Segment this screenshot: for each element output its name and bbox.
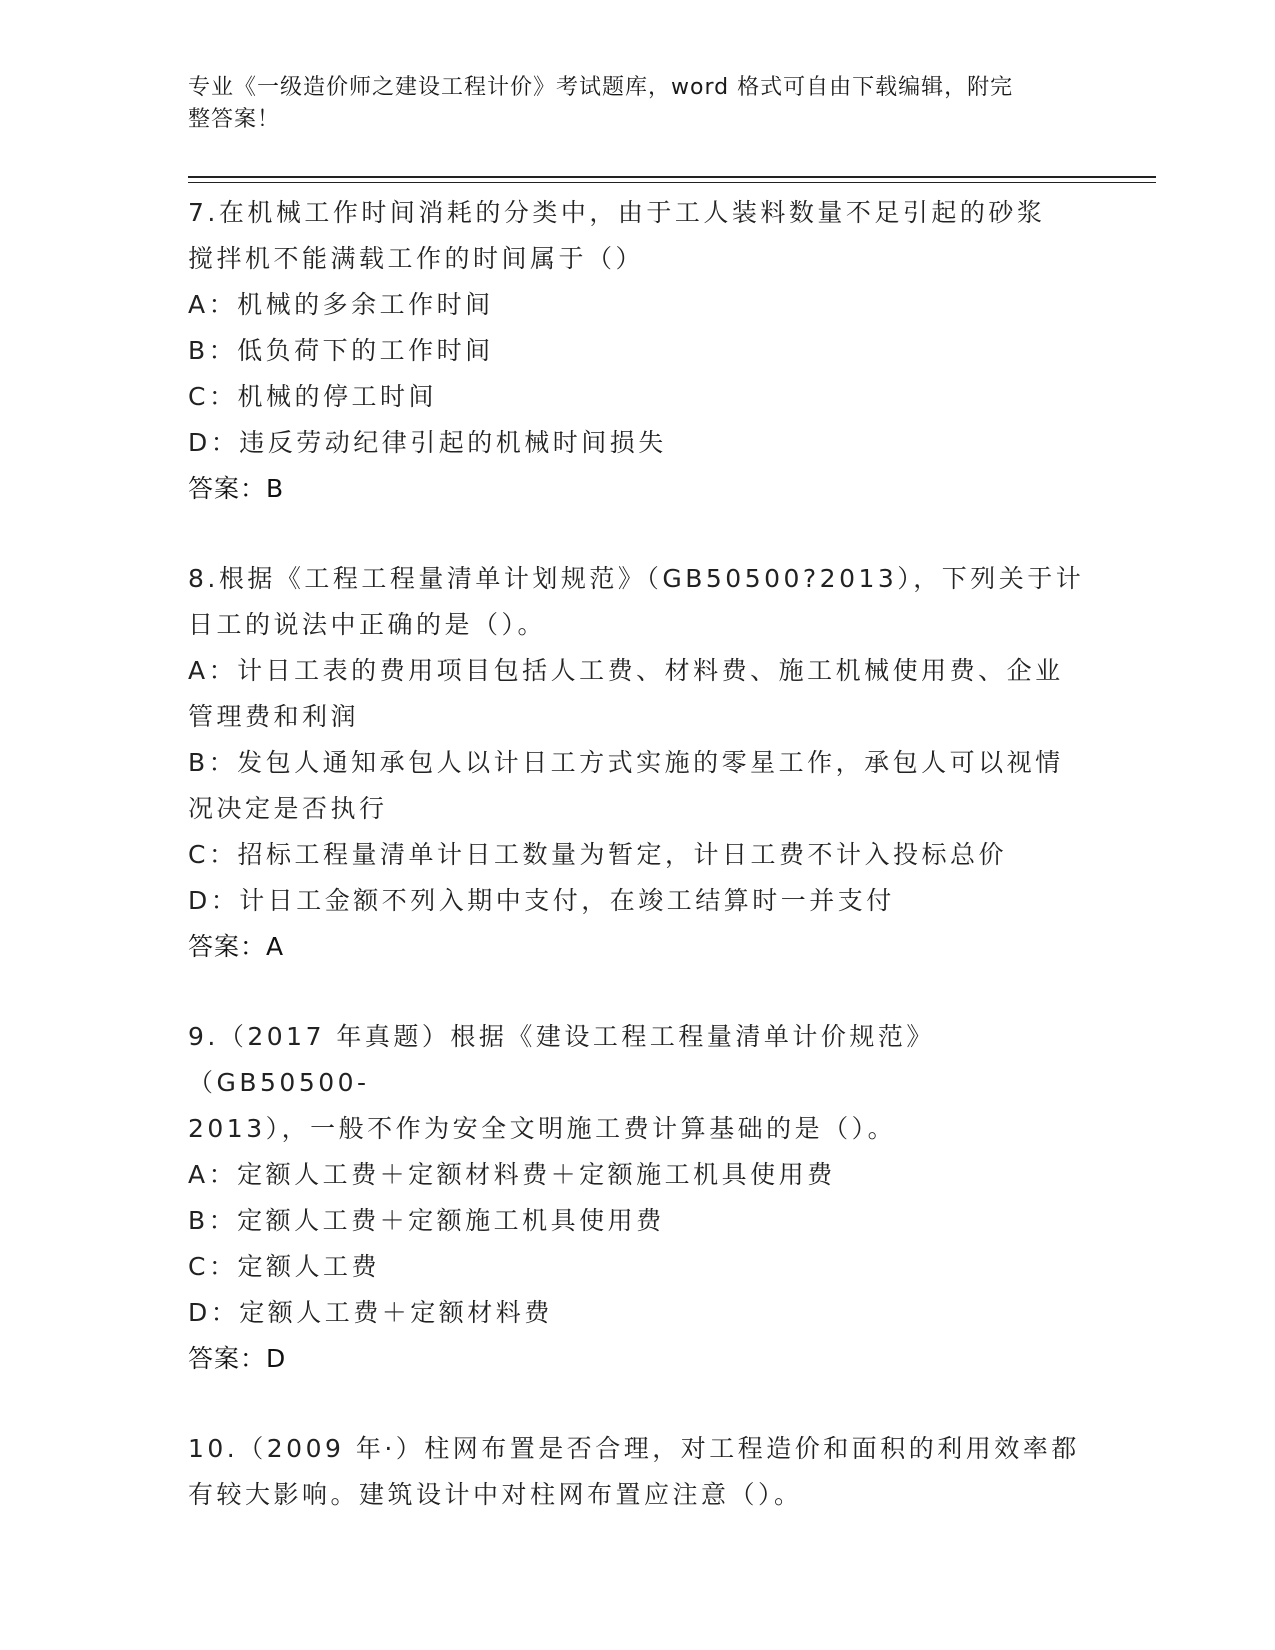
option-text: D：违反劳动纪律引起的机械时间损失: [188, 428, 667, 457]
question-text: 10.（2009 年·）柱网布置是否合理，对工程造价和面积的利用效率都: [188, 1434, 1080, 1463]
option-text: A：机械的多余工作时间: [188, 290, 494, 319]
option-text: B：发包人通知承包人以计日工方式实施的零星工作，承包人可以视情: [188, 748, 1064, 777]
option-text: A：计日工表的费用项目包括人工费、材料费、施工机械使用费、企业: [188, 656, 1064, 685]
document-header: [188, 72, 1068, 136]
question-list: [188, 190, 1088, 1518]
option-text: A：定额人工费＋定额材料费＋定额施工机具使用费: [188, 1160, 836, 1189]
answer-text: 答案：A: [188, 932, 285, 961]
question-text: 日工的说法中正确的是（）。: [188, 610, 547, 639]
option-text: B：低负荷下的工作时间: [188, 336, 494, 365]
option-text: D：定额人工费＋定额材料费: [188, 1298, 553, 1327]
question-block: [188, 190, 1088, 512]
option-text: D：计日工金额不列入期中支付，在竣工结算时一并支付: [188, 886, 895, 915]
header-line-2: 整答案！: [188, 107, 281, 132]
answer-text: 答案：D: [188, 1344, 287, 1373]
answer-text: 答案：B: [188, 474, 285, 503]
question-text: 2013），一般不作为安全文明施工费计算基础的是（）。: [188, 1114, 897, 1143]
question-spacer: [188, 512, 1088, 556]
question-text: 9.（2017 年真题）根据《建设工程工程量清单计价规范》（GB50500-: [188, 1022, 935, 1097]
option-text: C：招标工程量清单计日工数量为暂定，计日工费不计入投标总价: [188, 840, 1007, 869]
question-block: [188, 1014, 1088, 1382]
option-text: C：定额人工费: [188, 1252, 380, 1281]
question-text: 搅拌机不能满载工作的时间属于（）: [188, 244, 645, 273]
question-text: 有较大影响。建筑设计中对柱网布置应注意（）。: [188, 1480, 803, 1509]
question-block: [188, 556, 1088, 970]
question-spacer: [188, 970, 1088, 1014]
question-spacer: [188, 1382, 1088, 1426]
header-divider-thin: [188, 182, 1156, 183]
header-divider-thick: [188, 176, 1156, 178]
option-text: 管理费和利润: [188, 702, 360, 731]
option-text: 况决定是否执行: [188, 794, 388, 823]
option-text: B：定额人工费＋定额施工机具使用费: [188, 1206, 665, 1235]
option-text: C：机械的停工时间: [188, 382, 437, 411]
question-text: 8.根据《工程工程量清单计划规范》（GB50500?2013），下列关于计: [188, 564, 1085, 593]
question-block: [188, 1426, 1088, 1518]
header-line-1: 专业《一级造价师之建设工程计价》考试题库，word 格式可自由下载编辑，附完: [188, 75, 1014, 100]
question-text: 7.在机械工作时间消耗的分类中，由于工人装料数量不足引起的砂浆: [188, 198, 1046, 227]
